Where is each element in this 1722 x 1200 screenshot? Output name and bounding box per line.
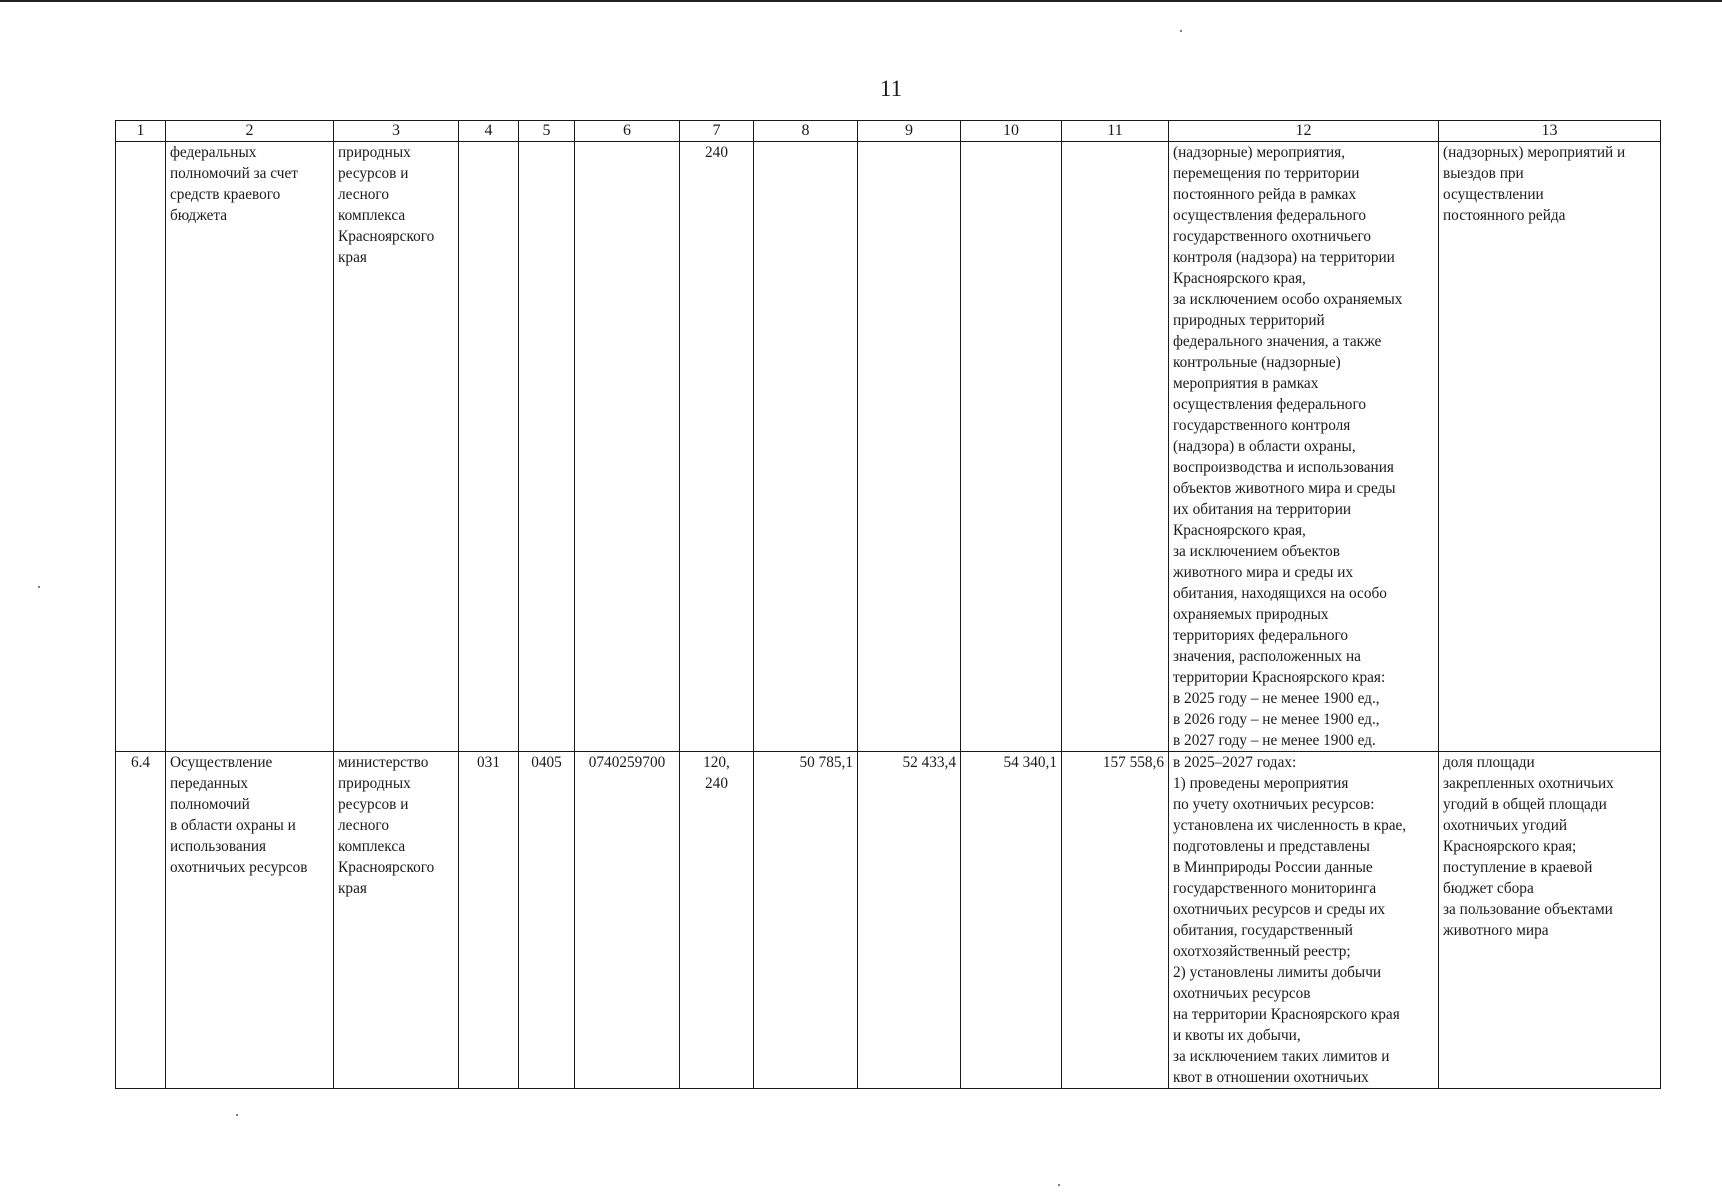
scan-speck bbox=[1180, 30, 1182, 32]
column-header: 13 bbox=[1439, 121, 1661, 142]
column-header: 5 bbox=[519, 121, 575, 142]
section-cell: 0405 bbox=[519, 752, 575, 1089]
header-row bbox=[116, 121, 1661, 142]
amount-2025-cell bbox=[754, 142, 858, 752]
column-header: 7 bbox=[680, 121, 754, 142]
page-number: 11 bbox=[879, 76, 903, 101]
executor-cell: министерство природных ресурсов и лесного комплекса Красноярского края bbox=[334, 752, 459, 1089]
grbs-cell bbox=[459, 142, 519, 752]
expected-result-cell: в 2025–2027 годах: 1) проведены мероприятия по учету охотничьих ресурсов: установлена их численность в крае, подготовлены и представлены в Минприроды России данные государственного мониторинга охотничьих ресурсов и среды их обитания, государственный охотхозяйственный реестр; 2) установлены лимиты добычи охотничьих ресурсов на территории Красноярского края и квоты их добычи, за исключением таких лимитов и квот в отношении охотничьих bbox=[1169, 752, 1439, 1089]
column-header: 8 bbox=[754, 121, 858, 142]
column-header: 6 bbox=[575, 121, 680, 142]
expense-type-cell: 240 bbox=[680, 142, 754, 752]
scan-speck bbox=[38, 586, 40, 588]
indicator-cell: (надзорных) мероприятий и выездов при осуществлении постоянного рейда bbox=[1439, 142, 1661, 752]
amount-total-cell bbox=[1062, 142, 1169, 752]
executor-cell: природных ресурсов и лесного комплекса Красноярского края bbox=[334, 142, 459, 752]
page-top-border bbox=[0, 0, 1722, 2]
column-header: 11 bbox=[1062, 121, 1169, 142]
target-article-cell bbox=[575, 142, 680, 752]
grbs-cell: 031 bbox=[459, 752, 519, 1089]
scan-speck bbox=[1058, 1184, 1060, 1186]
column-header: 10 bbox=[961, 121, 1062, 142]
table-row bbox=[116, 752, 1661, 1089]
amount-2025-cell: 50 785,1 bbox=[754, 752, 858, 1089]
expected-result-cell: (надзорные) мероприятия, перемещения по территории постоянного рейда в рамках осуществления федерального государственного охотничьего контроля (надзора) на территории Красноярского края, за исключением особо охраняемых природных территорий федерального значения, а также контрольные (надзорные) мероприятия в рамках осуществления федерального государственного контроля (надзора) в области охраны, воспроизводства и использования объектов животного мира и среды их обитания на территории Красноярского края, за исключением объектов животного мира и среды их обитания, находящихся на особо охраняемых природных территориях федерального значения, расположенных на территории Красноярского края: в 2025 году – не менее 1900 ед., в 2026 году – не менее 1900 ед., в 2027 году – не менее 1900 ед. bbox=[1169, 142, 1439, 752]
column-header: 4 bbox=[459, 121, 519, 142]
amount-2027-cell bbox=[961, 142, 1062, 752]
section-cell bbox=[519, 142, 575, 752]
column-header: 2 bbox=[166, 121, 334, 142]
scan-speck bbox=[236, 1114, 238, 1116]
measure-name-cell: Осуществление переданных полномочий в области охраны и использования охотничьих ресурсов bbox=[166, 752, 334, 1089]
target-article-cell: 0740259700 bbox=[575, 752, 680, 1089]
amount-2027-cell: 54 340,1 bbox=[961, 752, 1062, 1089]
row-number-cell: 6.4 bbox=[116, 752, 166, 1089]
row-number-cell bbox=[116, 142, 166, 752]
table-row bbox=[116, 142, 1661, 752]
column-header: 12 bbox=[1169, 121, 1439, 142]
indicator-cell: доля площади закрепленных охотничьих угодий в общей площади охотничьих угодий Красноярского края; поступление в краевой бюджет сбора за пользование объектами животного мира bbox=[1439, 752, 1661, 1089]
column-header: 3 bbox=[334, 121, 459, 142]
column-header: 9 bbox=[858, 121, 961, 142]
amount-total-cell: 157 558,6 bbox=[1062, 752, 1169, 1089]
column-header: 1 bbox=[116, 121, 166, 142]
measure-name-cell: федеральных полномочий за счет средств краевого бюджета bbox=[166, 142, 334, 752]
budget-table bbox=[115, 120, 1661, 1089]
amount-2026-cell bbox=[858, 142, 961, 752]
amount-2026-cell: 52 433,4 bbox=[858, 752, 961, 1089]
expense-type-cell: 120, 240 bbox=[680, 752, 754, 1089]
